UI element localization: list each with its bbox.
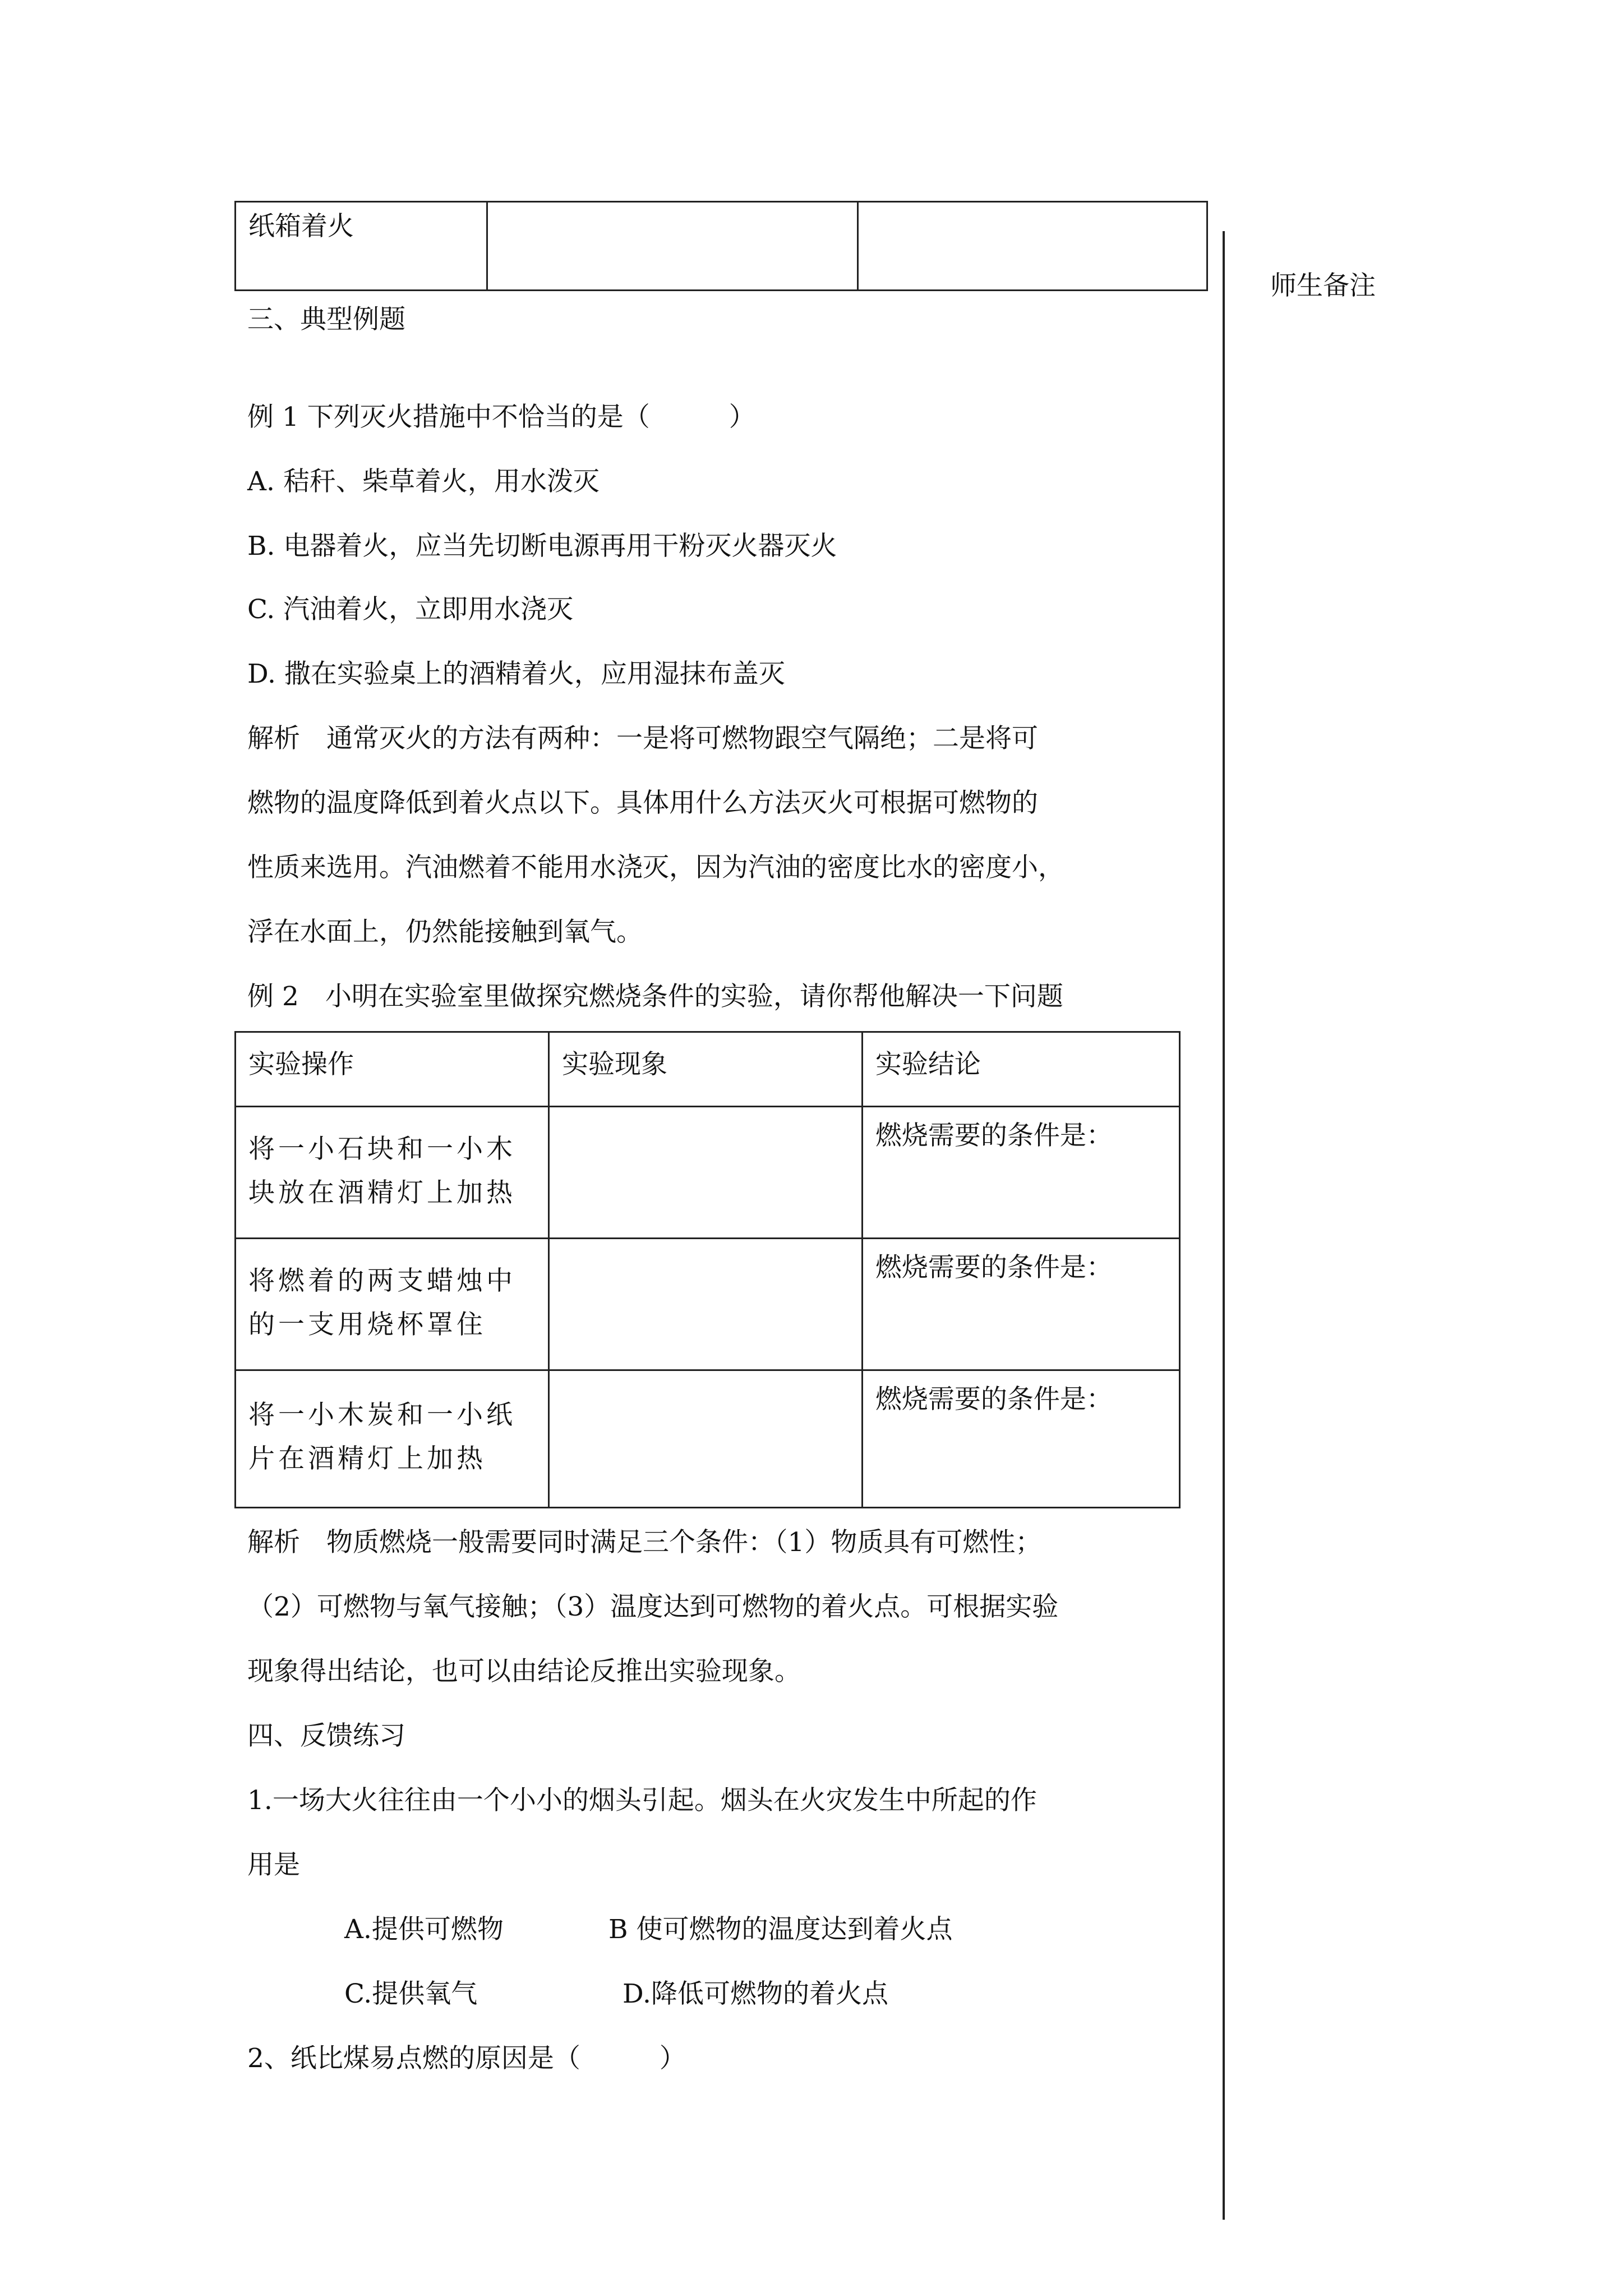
- example2-question: 例 2 小明在实验室里做探究燃烧条件的实验，请你帮他解决一下问题: [247, 981, 1063, 1012]
- exercise1-question-line: 用是: [247, 1849, 300, 1880]
- exercise2-question: 2、纸比煤易点燃的原因是（ ）: [247, 2043, 686, 2074]
- example1-question: 例 1 下列灭火措施中不恰当的是（ ）: [247, 402, 755, 432]
- operation-cell: 将一小石块和一小木 块放在酒精灯上加热: [236, 1107, 549, 1239]
- example1-analysis-line: 燃物的温度降低到着火点以下。具体用什么方法灭火可根据可燃物的: [247, 788, 1038, 818]
- teacher-student-notes-label: 师生备注: [1270, 270, 1376, 301]
- exercise1-option-c: C.提供氧气: [344, 1978, 478, 2009]
- example1-option-a: A. 秸秆、柴草着火，用水泼灭: [247, 466, 600, 497]
- example2-analysis-line: （2）可燃物与氧气接触；（3）温度达到可燃物的着火点。可根据实验: [247, 1591, 1059, 1622]
- header-conclusion: 实验结论: [862, 1032, 1179, 1107]
- conclusion-cell: 燃烧需要的条件是：: [862, 1239, 1179, 1370]
- margin-divider-line: [1223, 231, 1225, 2220]
- exercise1-option-b: B 使可燃物的温度达到着火点: [608, 1914, 953, 1945]
- phenomenon-cell: [548, 1107, 862, 1239]
- exercise1-question-line: 1.一场大火往往由一个小小的烟头引起。烟头在火灾发生中所起的作: [247, 1785, 1037, 1816]
- example2-analysis-line: 解析 物质燃烧一般需要同时满足三个条件：（1）物质具有可燃性；: [247, 1527, 1042, 1558]
- top-table: [234, 201, 1208, 291]
- example1-option-c: C. 汽油着火，立即用水浇灭: [247, 594, 574, 625]
- example1-analysis-line: 解析 通常灭火的方法有两种：一是将可燃物跟空气隔绝；二是将可: [247, 723, 1038, 754]
- conclusion-cell: 燃烧需要的条件是：: [862, 1370, 1179, 1508]
- operation-cell: 将燃着的两支蜡烛中 的一支用烧杯罩住: [236, 1239, 549, 1370]
- phenomenon-cell: [548, 1239, 862, 1370]
- top-table-cell-label: 纸箱着火: [236, 202, 487, 291]
- top-table-cell-conclusion: [858, 202, 1207, 291]
- header-operation: 实验操作: [236, 1032, 549, 1107]
- experiment-table-header-row: [236, 1032, 1180, 1107]
- experiment-table: [234, 1031, 1181, 1508]
- exercise1-option-d: D.降低可燃物的着火点: [623, 1978, 888, 2009]
- section-title-feedback-practice: 四、反馈练习: [247, 1720, 405, 1751]
- example1-option-b: B. 电器着火，应当先切断电源再用干粉灭火器灭火: [247, 531, 837, 562]
- table-row: [236, 1370, 1180, 1508]
- table-row: [236, 1239, 1180, 1370]
- example2-analysis-line: 现象得出结论，也可以由结论反推出实验现象。: [247, 1656, 801, 1687]
- conclusion-cell: 燃烧需要的条件是：: [862, 1107, 1179, 1239]
- operation-cell: 将一小木炭和一小纸 片在酒精灯上加热: [236, 1370, 549, 1508]
- header-phenomenon: 实验现象: [548, 1032, 862, 1107]
- example1-analysis-line: 浮在水面上，仍然能接触到氧气。: [247, 917, 643, 947]
- section-title-typical-examples: 三、典型例题: [247, 304, 405, 335]
- example1-analysis-line: 性质来选用。汽油燃着不能用水浇灭，因为汽油的密度比水的密度小，: [247, 852, 1064, 883]
- table-row: [236, 1107, 1180, 1239]
- top-table-cell-phenomenon: [487, 202, 858, 291]
- example1-option-d: D. 撒在实验桌上的酒精着火，应用湿抹布盖灭: [247, 659, 785, 689]
- exercise1-option-a: A.提供可燃物: [344, 1914, 504, 1945]
- phenomenon-cell: [548, 1370, 862, 1508]
